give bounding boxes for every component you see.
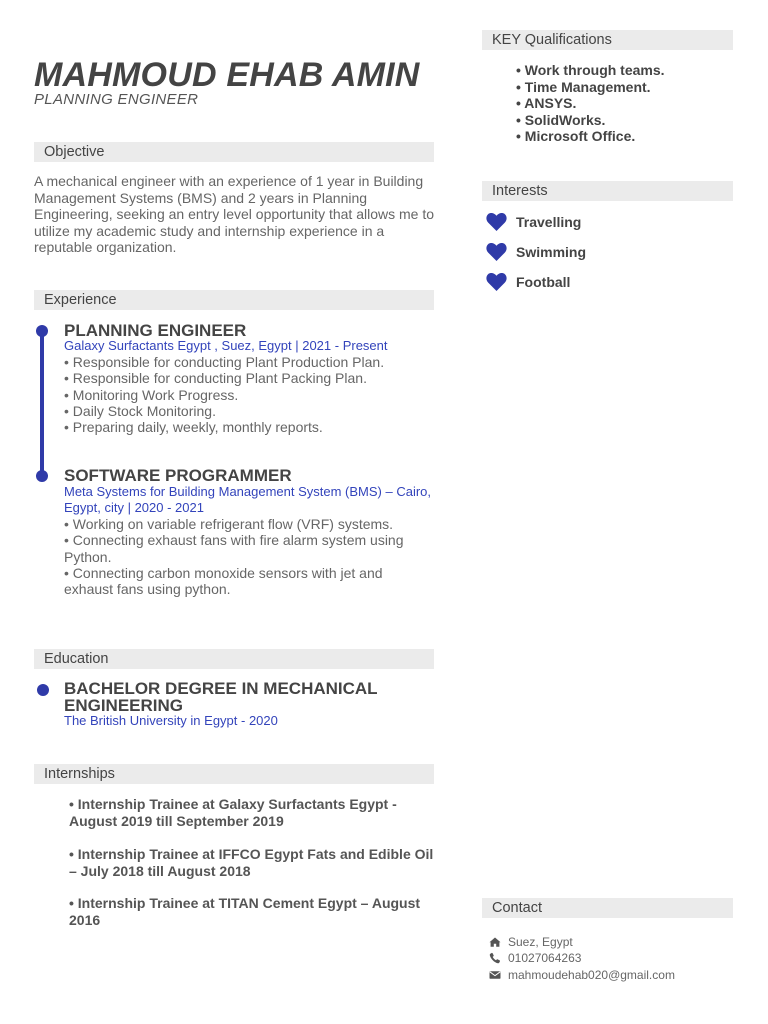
internship-item: • Internship Trainee at TITAN Cement Egypt – August 2016 xyxy=(69,895,421,928)
internship-item: • Internship Trainee at Galaxy Surfactants Egypt - August 2019 till September 2019 xyxy=(69,796,397,829)
qualifications-section-header: KEY Qualifications xyxy=(482,30,733,50)
contact-location-text: Suez, Egypt xyxy=(508,935,573,949)
interest-label: Swimming xyxy=(516,244,587,260)
qualification-item: • Work through teams. xyxy=(516,62,665,78)
experience-subtitle: Galaxy Surfactants Egypt , Suez, Egypt | 2021 - Present xyxy=(64,338,388,353)
heart-icon xyxy=(486,243,507,261)
experience-title: SOFTWARE PROGRAMMER xyxy=(64,466,292,485)
experience-bullet: • Connecting exhaust fans with fire alarm system using Python. xyxy=(64,532,404,565)
contact-section-header: Contact xyxy=(482,898,733,918)
experience-bullet: • Responsible for conducting Plant Packing Plan. xyxy=(64,370,367,387)
qualification-item: • SolidWorks. xyxy=(516,111,606,128)
candidate-name: MAHMOUD EHAB AMIN xyxy=(34,56,420,94)
candidate-title: PLANNING ENGINEER xyxy=(34,91,199,108)
interest-label: Travelling xyxy=(516,214,582,230)
interests-section-header: Interests xyxy=(482,181,733,201)
experience-bullet: • Preparing daily, weekly, monthly reports. xyxy=(64,419,323,436)
experience-timeline-line xyxy=(40,331,44,476)
experience-bullet-list xyxy=(64,516,434,597)
experience-section-header: Experience xyxy=(34,290,434,310)
qualifications-list xyxy=(516,62,665,145)
experience-title: PLANNING ENGINEER xyxy=(64,321,247,340)
timeline-dot-icon xyxy=(36,470,48,482)
experience-bullet: • Connecting carbon monoxide sensors with jet and exhaust fans using python. xyxy=(64,564,383,598)
experience-bullet: • Daily Stock Monitoring. xyxy=(64,402,216,419)
internship-item: • Internship Trainee at IFFCO Egypt Fats and Edible Oil – July 2018 till August 2018 xyxy=(69,846,434,879)
experience-bullet: • Monitoring Work Progress. xyxy=(64,386,239,403)
interest-item xyxy=(486,242,586,262)
timeline-dot-icon xyxy=(36,325,48,337)
home-icon xyxy=(489,936,501,948)
qualification-item: • Time Management. xyxy=(516,78,651,95)
objective-section-header: Objective xyxy=(34,142,434,162)
interest-label: Football xyxy=(516,274,571,290)
education-section-header: Education xyxy=(34,649,434,669)
contact-email xyxy=(489,968,675,982)
contact-location xyxy=(489,935,573,949)
qualification-item: • ANSYS. xyxy=(516,95,577,111)
experience-bullet-list xyxy=(64,354,434,435)
experience-bullet: • Responsible for conducting Plant Production Plan. xyxy=(64,354,385,370)
envelope-icon xyxy=(489,969,501,981)
education-dot-icon xyxy=(37,684,49,696)
contact-email-text: mahmoudehab020@gmail.com xyxy=(508,968,675,982)
interest-item xyxy=(486,272,570,292)
education-degree: BACHELOR DEGREE IN MECHANICAL ENGINEERING xyxy=(64,679,378,715)
heart-icon xyxy=(486,213,507,231)
internships-section-header: Internships xyxy=(34,764,434,784)
contact-phone-text: 01027064263 xyxy=(508,951,582,965)
experience-subtitle: Meta Systems for Building Management System (BMS) – Cairo, Egypt, city | 2020 - 2021 xyxy=(64,484,432,515)
education-school: The British University in Egypt - 2020 xyxy=(64,713,278,728)
interest-item xyxy=(486,212,581,232)
qualification-item: • Microsoft Office. xyxy=(516,128,636,144)
heart-icon xyxy=(486,273,507,291)
objective-text: A mechanical engineer with an experience of 1 year in Building Management Systems (BMS) and 2 years in Planning Engineering, seeking an entry level opportunity that allows me to utilize my academic study and internship experience in a reputable organization. xyxy=(34,173,435,255)
phone-icon xyxy=(489,952,501,964)
contact-phone xyxy=(489,951,581,965)
experience-bullet: • Working on variable refrigerant flow (VRF) systems. xyxy=(64,516,394,532)
